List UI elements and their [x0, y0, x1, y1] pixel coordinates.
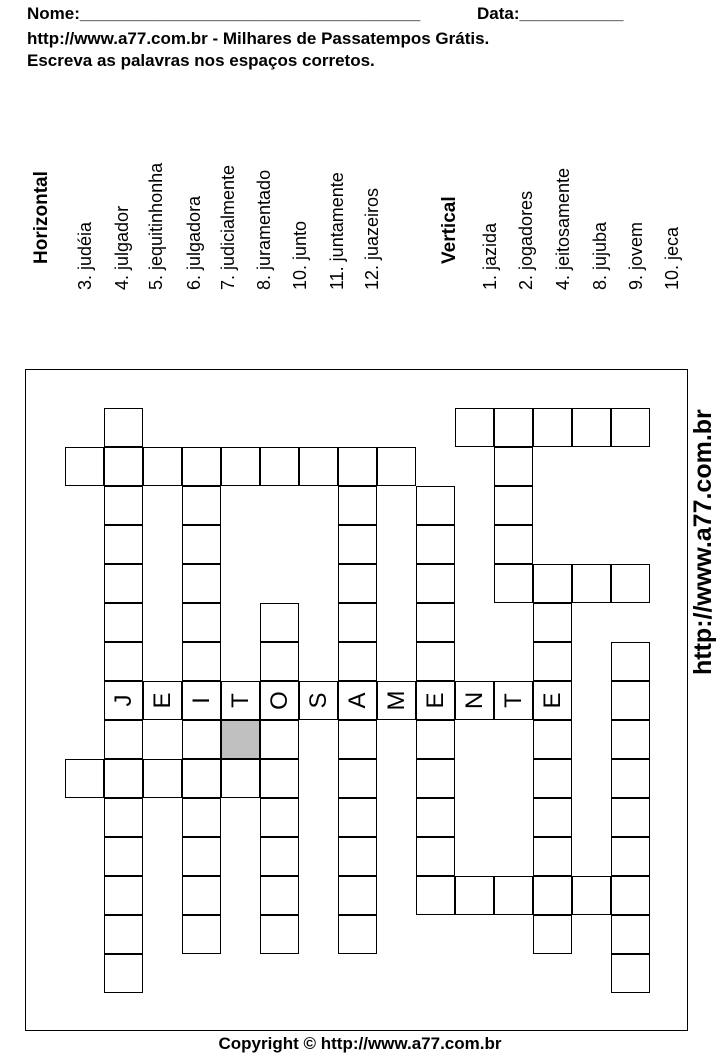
date-label: Data:___________: [477, 4, 624, 23]
grid-cell[interactable]: [611, 798, 650, 837]
date-field[interactable]: [477, 4, 624, 24]
grid-cell[interactable]: [182, 447, 221, 486]
grid-cell[interactable]: [104, 603, 143, 642]
grid-cell[interactable]: [416, 525, 455, 564]
vertical-title: Vertical: [439, 196, 460, 264]
grid-cell[interactable]: [338, 759, 377, 798]
clue-horizontal: 10. junto: [290, 220, 310, 290]
copyright: Copyright © http://www.a77.com.br: [218, 1034, 502, 1053]
horizontal-title: Horizontal: [31, 171, 52, 264]
grid-cell[interactable]: [416, 564, 455, 603]
solution-letter: T: [226, 693, 254, 708]
grid-cell[interactable]: [182, 486, 221, 525]
grid-cell[interactable]: [260, 642, 299, 681]
clue-horizontal: 6. julgadora: [184, 195, 204, 290]
grid-cell[interactable]: [260, 720, 299, 759]
grid-cell[interactable]: [611, 954, 650, 993]
grid-cell[interactable]: [494, 525, 533, 564]
grid-cell[interactable]: [572, 408, 611, 447]
clue-horizontal: 11. juntamente: [327, 172, 347, 290]
clue-horizontal: 12. juazeiros: [362, 187, 382, 290]
grid-cell[interactable]: [182, 681, 221, 720]
grid-cell[interactable]: [260, 837, 299, 876]
grid-cell[interactable]: [533, 642, 572, 681]
grid-cell[interactable]: [416, 876, 455, 915]
solution-letter: I: [187, 697, 215, 704]
grid-cell[interactable]: [182, 798, 221, 837]
grid-cell[interactable]: [611, 681, 650, 720]
solution-letter: O: [265, 691, 293, 710]
grid-cell[interactable]: [104, 681, 143, 720]
grid-cell[interactable]: [455, 681, 494, 720]
shaded-cell: [221, 720, 260, 759]
grid-cell[interactable]: [104, 759, 143, 798]
grid-cell[interactable]: [533, 876, 572, 915]
grid-cell[interactable]: [611, 642, 650, 681]
grid-cell[interactable]: [104, 564, 143, 603]
grid-cell[interactable]: [416, 837, 455, 876]
grid-cell[interactable]: [416, 798, 455, 837]
name-field[interactable]: [27, 4, 420, 24]
grid-cell[interactable]: [182, 642, 221, 681]
grid-cell[interactable]: [182, 876, 221, 915]
grid-cell[interactable]: [533, 603, 572, 642]
clue-horizontal: 4. julgador: [112, 205, 132, 290]
grid-cell[interactable]: [143, 759, 182, 798]
solution-letter: S: [304, 692, 332, 709]
grid-cell[interactable]: [299, 681, 338, 720]
clue-horizontal: 5. jequitinhonha: [146, 162, 166, 290]
grid-cell[interactable]: [260, 603, 299, 642]
grid-cell[interactable]: [611, 876, 650, 915]
clue-horizontal: 7. judicialmente: [218, 164, 238, 290]
solution-letter: A: [343, 692, 371, 709]
grid-cell[interactable]: [572, 564, 611, 603]
grid-cell[interactable]: [533, 564, 572, 603]
grid-cell[interactable]: [104, 915, 143, 954]
grid-cell[interactable]: [338, 564, 377, 603]
grid-cell[interactable]: [416, 759, 455, 798]
grid-cell[interactable]: [143, 447, 182, 486]
clue-vertical: 10. jeca: [662, 226, 682, 290]
grid-cell[interactable]: [611, 759, 650, 798]
grid-cell[interactable]: [416, 681, 455, 720]
grid-cell[interactable]: [338, 720, 377, 759]
clue-vertical: 9. jovem: [626, 221, 646, 290]
grid-cell[interactable]: [494, 876, 533, 915]
grid-cell[interactable]: [494, 447, 533, 486]
solution-letter: E: [538, 692, 566, 709]
grid-cell[interactable]: [65, 447, 104, 486]
grid-cell[interactable]: [104, 837, 143, 876]
grid-cell[interactable]: [338, 486, 377, 525]
grid-cell[interactable]: [104, 486, 143, 525]
grid-cell[interactable]: [260, 681, 299, 720]
grid-cell[interactable]: [221, 447, 260, 486]
grid-cell[interactable]: [104, 798, 143, 837]
grid-cell[interactable]: [377, 447, 416, 486]
grid-cell[interactable]: [338, 915, 377, 954]
grid-cell[interactable]: [611, 837, 650, 876]
grid-cell[interactable]: [260, 447, 299, 486]
grid-cell[interactable]: [182, 564, 221, 603]
grid-cell[interactable]: [338, 681, 377, 720]
grid-cell[interactable]: [611, 915, 650, 954]
grid-cell[interactable]: [416, 642, 455, 681]
grid-cell[interactable]: [182, 720, 221, 759]
side-url: http://www.a77.com.br: [689, 409, 717, 675]
grid-cell[interactable]: [221, 759, 260, 798]
grid-cell[interactable]: [533, 720, 572, 759]
grid-cell[interactable]: [104, 642, 143, 681]
crossword-grid: [25, 369, 688, 1031]
grid-cell[interactable]: [260, 876, 299, 915]
grid-cell[interactable]: [494, 564, 533, 603]
grid-cell[interactable]: [416, 486, 455, 525]
grid-cell[interactable]: [221, 681, 260, 720]
grid-cell[interactable]: [533, 915, 572, 954]
grid-cell[interactable]: [338, 447, 377, 486]
solution-letter: T: [499, 693, 527, 708]
clue-vertical: 4. jeitosamente: [553, 167, 573, 290]
clue-vertical: 8. jujuba: [590, 221, 610, 290]
grid-cell[interactable]: [104, 447, 143, 486]
grid-cell[interactable]: [416, 720, 455, 759]
clue-horizontal: 8. juramentado: [254, 169, 274, 290]
grid-cell[interactable]: [104, 954, 143, 993]
grid-cell[interactable]: [182, 837, 221, 876]
grid-cell[interactable]: [65, 759, 104, 798]
grid-cell[interactable]: [104, 525, 143, 564]
site-line: http://www.a77.com.br - Milhares de Passatempos Grátis.: [27, 29, 490, 48]
grid-cell[interactable]: [572, 876, 611, 915]
grid-cell[interactable]: [416, 603, 455, 642]
grid-cell[interactable]: [182, 915, 221, 954]
grid-cell[interactable]: [338, 642, 377, 681]
grid-cell[interactable]: [104, 876, 143, 915]
grid-cell[interactable]: [143, 681, 182, 720]
grid-cell[interactable]: [455, 876, 494, 915]
grid-cell[interactable]: [455, 408, 494, 447]
clue-horizontal: 3. judéia: [75, 221, 95, 290]
grid-cell[interactable]: [533, 837, 572, 876]
grid-cell[interactable]: [182, 525, 221, 564]
grid-cell[interactable]: [611, 720, 650, 759]
clue-vertical: 1. jazida: [480, 222, 500, 290]
grid-cell[interactable]: [338, 603, 377, 642]
instruction: Escreva as palavras nos espaços corretos.: [27, 51, 375, 70]
solution-letter: J: [109, 694, 137, 707]
grid-cell[interactable]: [338, 837, 377, 876]
grid-cell[interactable]: [533, 759, 572, 798]
grid-cell[interactable]: [182, 759, 221, 798]
grid-cell[interactable]: [182, 603, 221, 642]
grid-cell[interactable]: [494, 486, 533, 525]
grid-cell[interactable]: [611, 564, 650, 603]
grid-cell[interactable]: [260, 798, 299, 837]
grid-cell[interactable]: [299, 447, 338, 486]
clue-vertical: 2. jogadores: [516, 190, 536, 290]
grid-cell[interactable]: [494, 408, 533, 447]
solution-letter: E: [148, 692, 176, 709]
grid-cell[interactable]: [377, 681, 416, 720]
grid-cell[interactable]: [533, 681, 572, 720]
grid-cell[interactable]: [260, 759, 299, 798]
solution-letter: E: [421, 692, 449, 709]
grid-cell[interactable]: [260, 915, 299, 954]
solution-letter: M: [382, 690, 410, 711]
grid-cell[interactable]: [338, 876, 377, 915]
grid-cell[interactable]: [338, 798, 377, 837]
name-label: Nome:____________________________________: [27, 4, 421, 23]
grid-cell[interactable]: [338, 525, 377, 564]
solution-letter: N: [460, 691, 488, 710]
grid-cell[interactable]: [494, 681, 533, 720]
grid-cell[interactable]: [533, 798, 572, 837]
grid-cell[interactable]: [611, 408, 650, 447]
grid-cell[interactable]: [104, 720, 143, 759]
grid-cell[interactable]: [104, 408, 143, 447]
grid-cell[interactable]: [533, 408, 572, 447]
